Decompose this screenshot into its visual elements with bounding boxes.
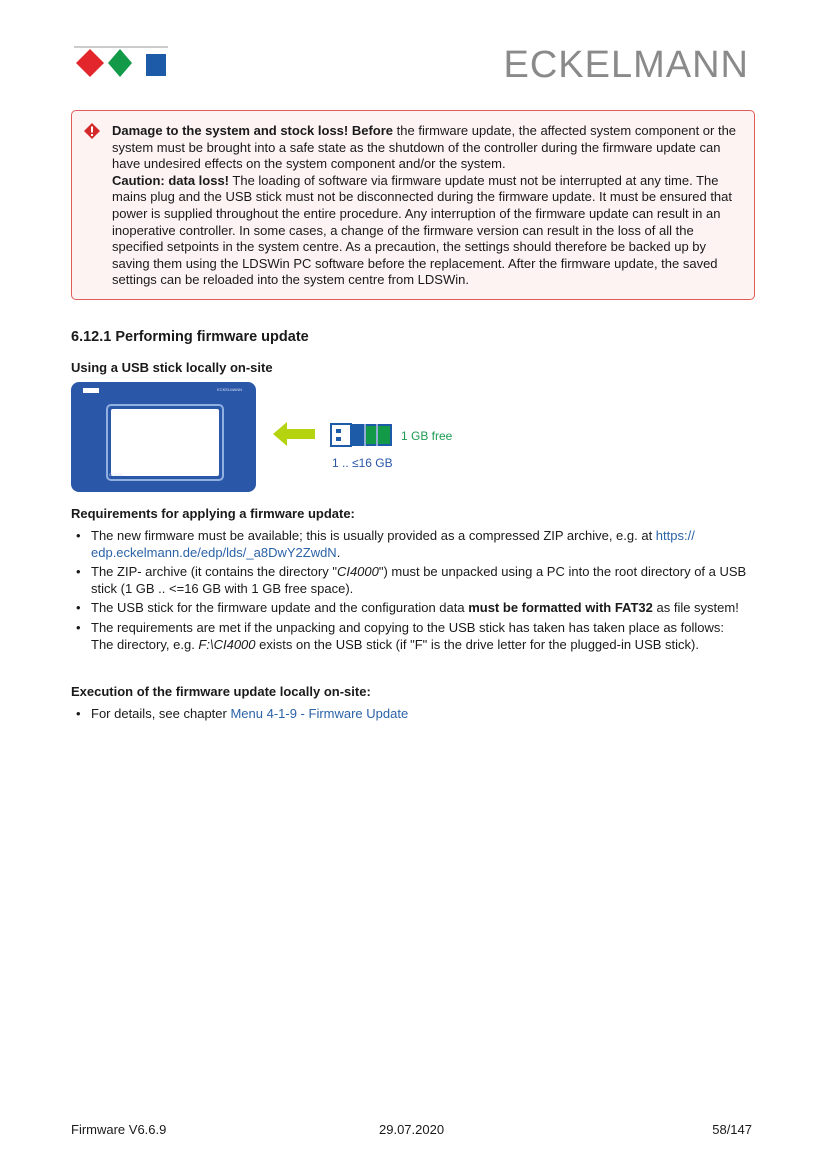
device-logo-icon <box>83 388 99 393</box>
req1-end: . <box>336 544 341 560</box>
caution-text: The loading of software via firmware update must not be interrupted at any time. The mains plug and the USB stick must not be disconnected during the firmware update. It must be ensured that power is supplied throughout the entire procedure. Any interruption of the firmware update can result in an inoperative controller. In some cases, a change of the firmware version can result in the loss of all the specified setpoints in the system centre. As a precaution, the settings should therefore be backed up by saving them using the LDSWin PC software before the replacement. After the firmware update, the saved settings can be reloaded into the system centre from LDSWin. <box>112 172 733 288</box>
requirements-list <box>71 528 761 656</box>
execution-heading: Execution of the firmware update locally on-site: <box>71 684 371 699</box>
req3-text-b: as file system! <box>652 600 739 616</box>
usb-size-label: 1 .. ≤16 GB <box>332 456 393 470</box>
bullet: • <box>76 528 81 543</box>
list-item <box>71 600 761 617</box>
device-screen-display <box>111 409 219 476</box>
usb-free-space-label: 1 GB free <box>401 429 453 443</box>
req4-text-c: exists on the USB stick (if "F" is the drive letter for the plugged-in USB stick). <box>255 636 699 652</box>
execution-list <box>71 706 761 723</box>
bullet: • <box>76 600 81 616</box>
list-item <box>71 620 761 653</box>
warning-diamond-icon <box>84 123 100 139</box>
usb-heading: Using a USB stick locally on-site <box>71 360 273 375</box>
caution-bold: Caution: data loss! <box>112 172 230 188</box>
exec1-text: For details, see chapter <box>91 706 231 721</box>
footer-date: 29.07.2020 <box>379 1122 445 1137</box>
req4-text-b: The directory, e.g. <box>91 636 199 652</box>
controller-device-illustration <box>71 382 256 492</box>
bullet: • <box>76 706 81 721</box>
req3-bold: must be formatted with FAT32 <box>468 600 653 616</box>
arrow-left-icon <box>273 422 315 446</box>
bullet: • <box>76 564 81 580</box>
section-title: 6.12.1 Performing firmware update <box>71 329 309 345</box>
warning-lead-bold: Damage to the system and stock loss! Before <box>112 123 394 138</box>
eckelmann-logo-icon <box>74 46 168 80</box>
firmware-download-link[interactable]: https:// edp.eckelmann.de/edp/lds/_a8DwY2ZwdN <box>91 528 695 560</box>
brand-logo-text: ECKELMANN <box>503 44 749 86</box>
req2-directory: CI4000 <box>336 564 379 580</box>
warning-text <box>112 123 744 289</box>
req2-text-a: The ZIP- archive (it contains the directory " <box>91 564 337 580</box>
req3-text-a: The USB stick for the firmware update and the configuration data <box>91 600 469 616</box>
requirements-heading: Requirements for applying a firmware update: <box>71 506 355 521</box>
usb-stick-icon <box>330 423 396 447</box>
device-brand: ECKELMANN <box>217 387 242 392</box>
warning-lead-text: the firmware update, the affected system component or the system must be brought into a safe state as the shutdown of the controller during the firmware update can have undesired effects on the system component and/or the system. <box>112 123 737 172</box>
footer-page-number: 58/147 <box>712 1122 752 1137</box>
footer-firmware-version: Firmware V6.6.9 <box>71 1122 167 1137</box>
bullet: • <box>76 619 81 635</box>
req2-text-b: ") must be unpacked using a PC into the root directory of a USB stick (1 GB .. <=16 GB with 1 GB free space). <box>91 564 747 596</box>
list-item <box>71 528 761 561</box>
list-item <box>71 706 761 723</box>
firmware-update-chapter-link[interactable]: Menu 4-1-9 - Firmware Update <box>230 706 409 721</box>
device-label: CI 4000 <box>109 472 124 477</box>
list-item <box>71 564 761 597</box>
req4-path: F:\CI4000 <box>198 636 256 652</box>
device-screen <box>106 404 224 481</box>
warning-box <box>71 110 755 300</box>
req1-text: The new firmware must be available; this is usually provided as a compressed ZIP archive, e.g. at <box>91 528 656 543</box>
req4-text-a: The requirements are met if the unpacking and copying to the USB stick has taken has taken place as follows: <box>91 619 725 635</box>
